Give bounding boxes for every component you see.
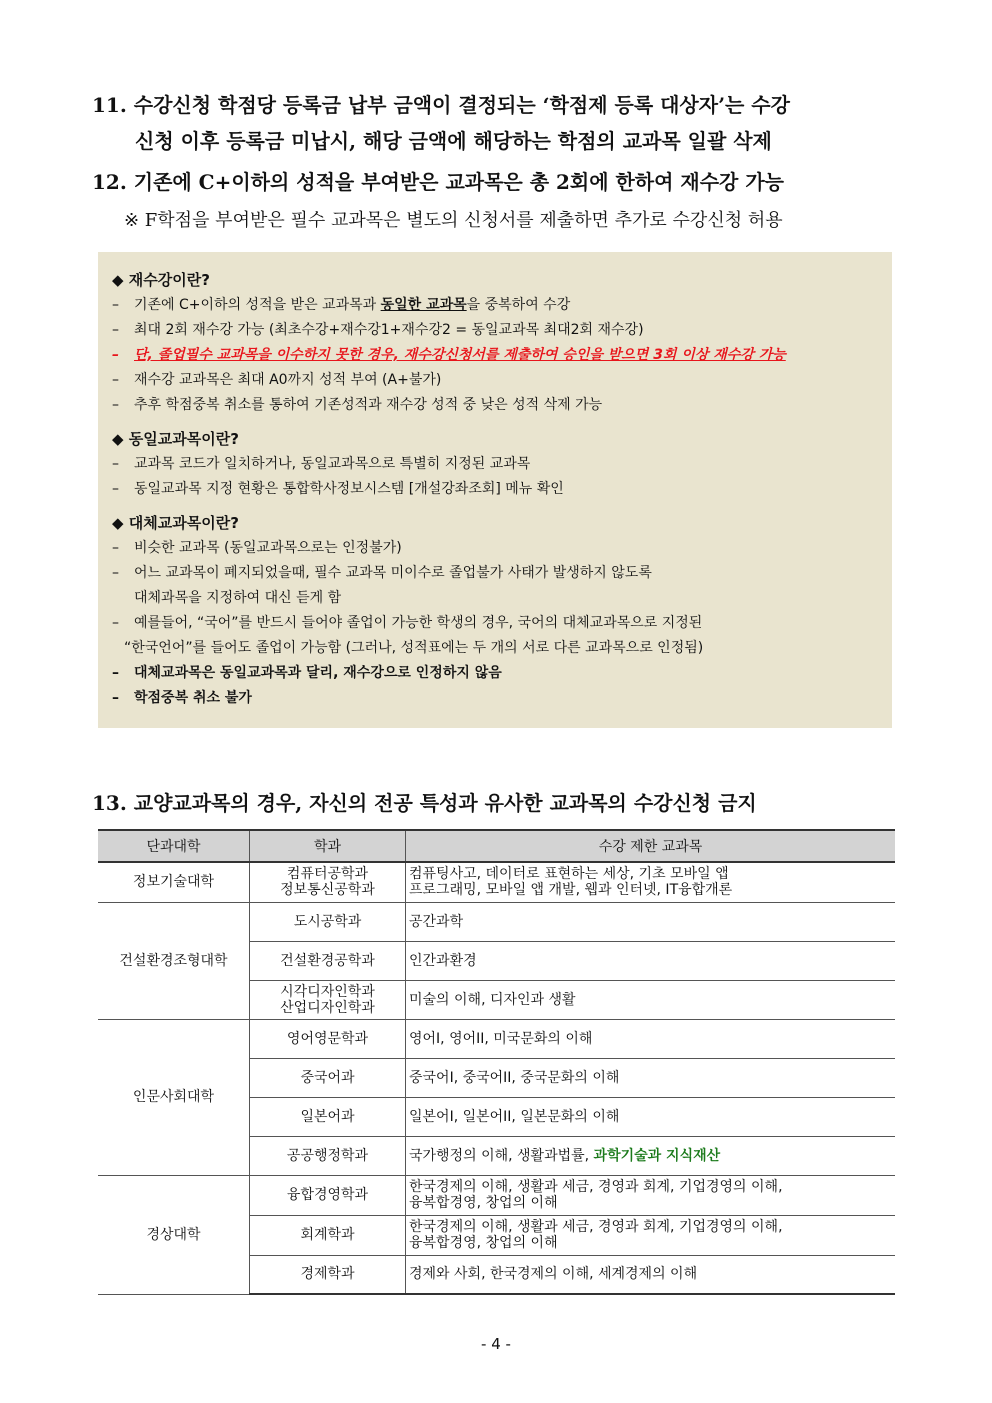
restricted-courses-table: [98, 829, 895, 1295]
college-cell: 경상대학: [98, 1175, 250, 1294]
same-course-line-1: – 교과목 코드가 일치하거나, 동일교과목으로 특별히 지정된 교과목: [112, 456, 531, 472]
substitute-line-2b: 대체과목을 지정하여 대신 듣게 함: [134, 590, 342, 606]
courses-cell: 공간과학: [406, 902, 896, 941]
table-row: [98, 1175, 895, 1215]
courses-cell: 국가행정의 이해, 생활과법률, 과학기술과 지식재산: [406, 1136, 896, 1175]
item-12: 12. 기존에 C+이하의 성적을 부여받은 교과목은 총 2회에 한하여 재수강 가능: [92, 170, 784, 194]
retake-title: ◆ 재수강이란?: [112, 271, 210, 289]
header-college: 단과대학: [98, 830, 250, 862]
college-cell: 인문사회대학: [98, 1019, 250, 1175]
item-11-line-1: 11. 수강신청 학점당 등록금 납부 금액이 결정되는 ‘학점제 등록 대상자’는 수강: [92, 93, 790, 117]
courses-cell: 중국어I, 중국어II, 중국문화의 이해: [406, 1058, 896, 1097]
item-12-note: ※ F학점을 부여받은 필수 교과목은 별도의 신청서를 제출하면 추가로 수강신청 허용: [124, 210, 783, 231]
courses-cell: 영어I, 영어II, 미국문화의 이해: [406, 1019, 896, 1058]
college-cell: 정보기술대학: [98, 862, 250, 902]
courses-cell: 한국경제의 이해, 생활과 세금, 경영과 회계, 기업경영의 이해, 융복합경영, 창업의 이해: [406, 1215, 896, 1255]
retake-line-3: – 단, 졸업필수 교과목을 이수하지 못한 경우, 재수강신청서를 제출하여 승인을 받으면 3회 이상 재수강 가능: [112, 347, 786, 363]
department-cell: 중국어과: [250, 1058, 406, 1097]
substitute-course-title: ◆ 대체교과목이란?: [112, 514, 239, 532]
substitute-line-3a: – 예를들어, “국어”를 반드시 들어야 졸업이 가능한 학생의 경우, 국어의 대체교과목으로 지정된: [112, 615, 703, 631]
courses-cell: 컴퓨팅사고, 데이터로 표현하는 세상, 기초 모바일 앱 프로그래밍, 모바일 앱 개발, 웹과 인터넷, IT융합개론: [406, 862, 896, 902]
same-course-title: ◆ 동일교과목이란?: [112, 430, 239, 448]
department-cell: 경제학과: [250, 1255, 406, 1294]
header-restricted-courses: 수강 제한 교과목: [406, 830, 896, 862]
courses-cell: 미술의 이해, 디자인과 생활: [406, 980, 896, 1019]
table-row: [98, 1019, 895, 1058]
retake-line-4: – 재수강 교과목은 최대 A0까지 성적 부여 (A+불가): [112, 372, 442, 388]
table-header-row: [98, 830, 895, 862]
department-cell: 공공행정학과: [250, 1136, 406, 1175]
retake-line-5: – 추후 학점중복 취소를 통하여 기존성적과 재수강 성적 중 낮은 성적 삭제 가능: [112, 397, 603, 413]
table-row: [98, 902, 895, 941]
substitute-line-5: – 학점중복 취소 불가: [112, 690, 252, 706]
department-cell: 컴퓨터공학과 정보통신공학과: [250, 862, 406, 902]
courses-cell: 경제와 사회, 한국경제의 이해, 세계경제의 이해: [406, 1255, 896, 1294]
item-13: 13. 교양교과목의 경우, 자신의 전공 특성과 유사한 교과목의 수강신청 금지: [92, 791, 757, 815]
department-cell: 일본어과: [250, 1097, 406, 1136]
table-row: [98, 862, 895, 902]
page-number: - 4 -: [481, 1335, 511, 1353]
department-cell: 회계학과: [250, 1215, 406, 1255]
retake-info-box: [98, 252, 892, 728]
substitute-line-4: – 대체교과목은 동일교과목과 달리, 재수강으로 인정하지 않음: [112, 665, 502, 681]
substitute-line-1: – 비슷한 교과목 (동일교과목으로는 인정불가): [112, 540, 402, 556]
department-cell: 시각디자인학과 산업디자인학과: [250, 980, 406, 1019]
department-cell: 건설환경공학과: [250, 941, 406, 980]
retake-line-2: – 최대 2회 재수강 가능 (최초수강+재수강1+재수강2 = 동일교과목 최대2회 재수강): [112, 322, 644, 338]
department-cell: 영어영문학과: [250, 1019, 406, 1058]
substitute-line-2a: – 어느 교과목이 폐지되었을때, 필수 교과목 미이수로 졸업불가 사태가 발생하지 않도록: [112, 565, 652, 581]
courses-cell: 인간과환경: [406, 941, 896, 980]
college-cell: 건설환경조형대학: [98, 902, 250, 1019]
courses-cell: 일본어I, 일본어II, 일본문화의 이해: [406, 1097, 896, 1136]
department-cell: 도시공학과: [250, 902, 406, 941]
department-cell: 융합경영학과: [250, 1175, 406, 1215]
same-course-line-2: – 동일교과목 지정 현황은 통합학사정보시스템 [개설강좌조회] 메뉴 확인: [112, 481, 564, 497]
courses-cell: 한국경제의 이해, 생활과 세금, 경영과 회계, 기업경영의 이해, 융복합경영, 창업의 이해: [406, 1175, 896, 1215]
retake-line-1: – 기존에 C+이하의 성적을 받은 교과목과 동일한 교과목을 중복하여 수강: [112, 297, 571, 313]
item-11-line-2: 신청 이후 등록금 미납시, 해당 금액에 해당하는 학점의 교과목 일괄 삭제: [135, 129, 772, 153]
substitute-line-3b: “한국언어”를 들어도 졸업이 가능함 (그러나, 성적표에는 두 개의 서로 다른 교과목으로 인정됨): [124, 640, 704, 656]
header-department: 학과: [250, 830, 406, 862]
